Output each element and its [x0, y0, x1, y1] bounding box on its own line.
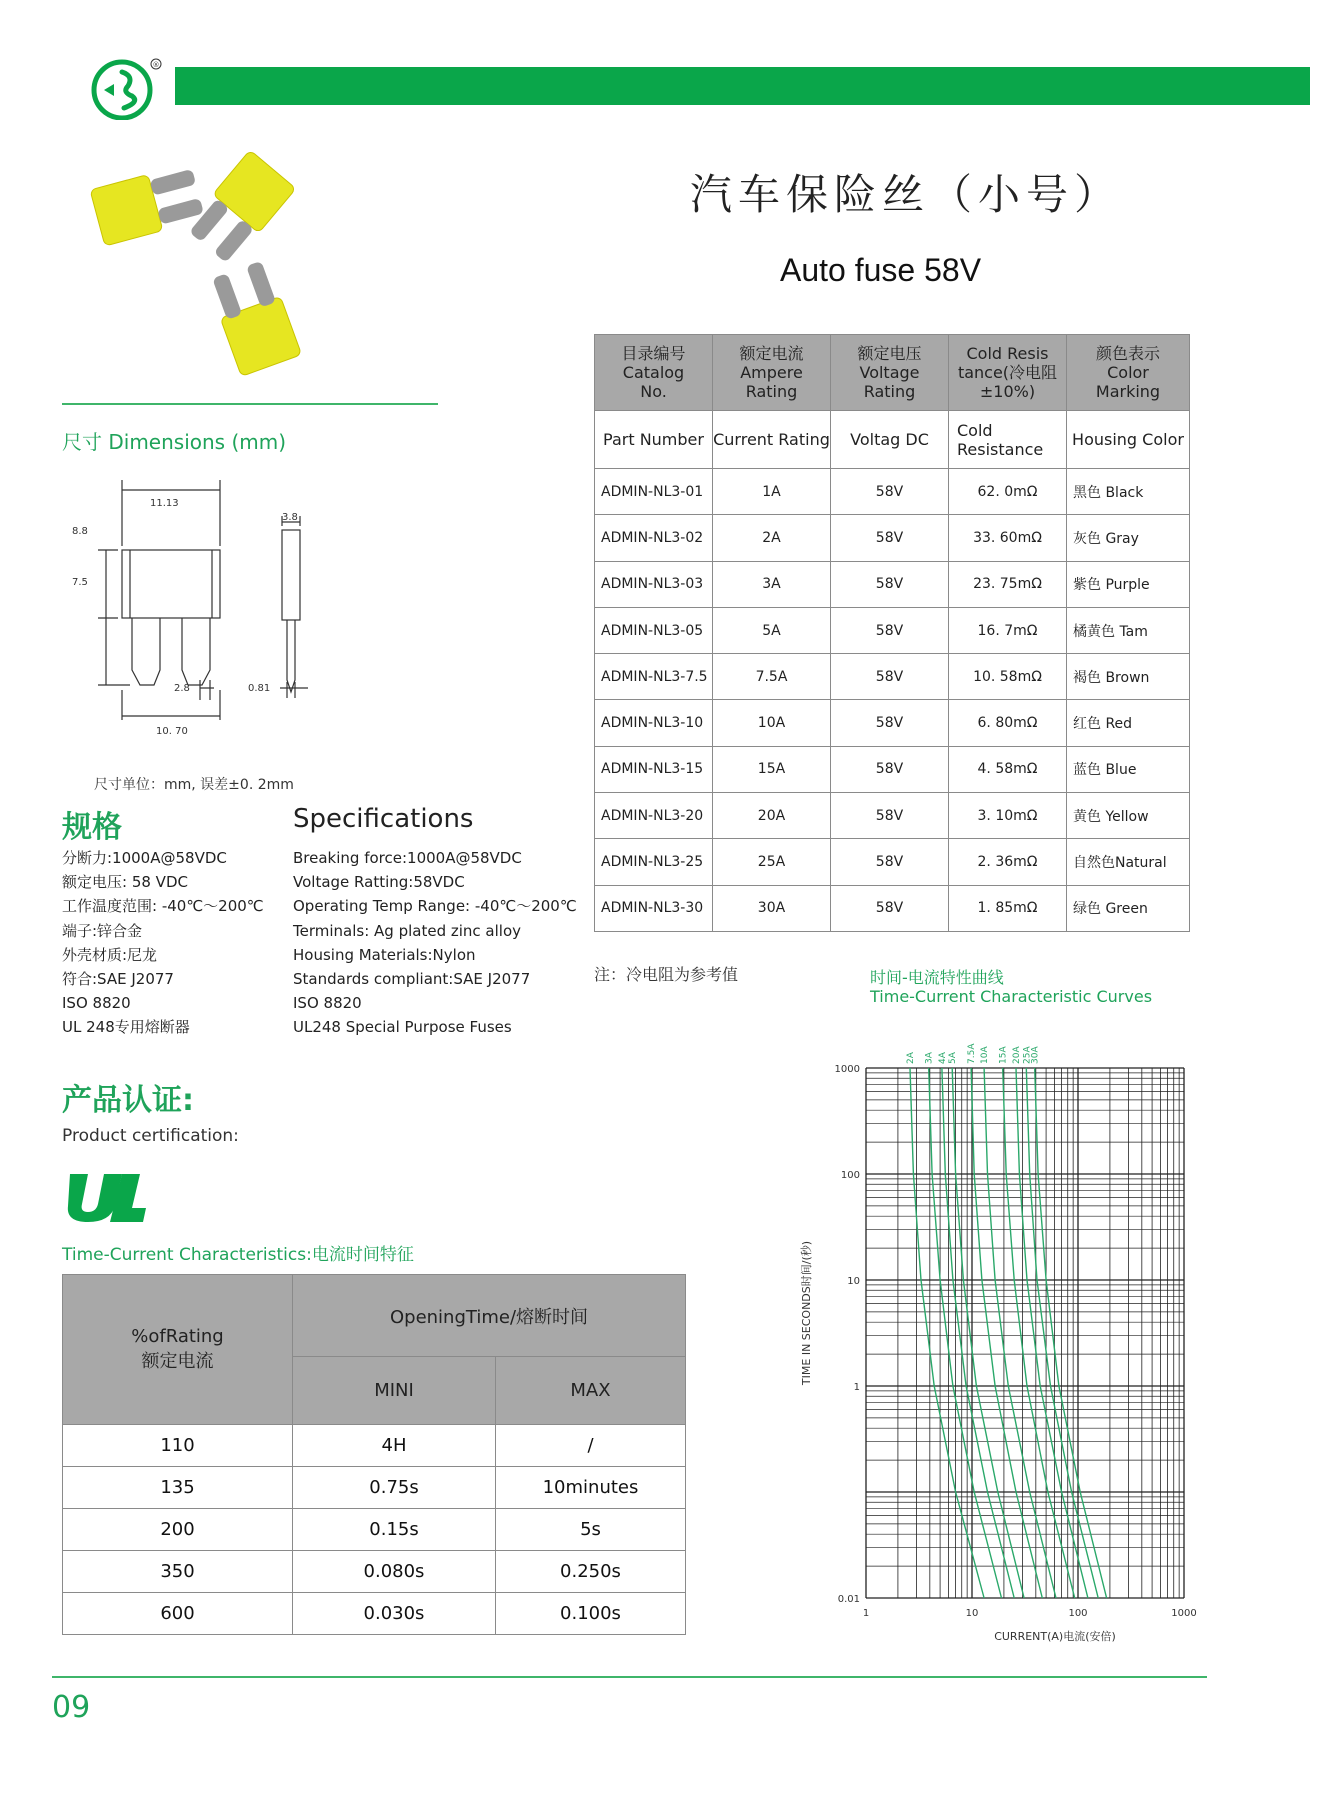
spec-item: 额定电压: 58 VDC: [62, 873, 188, 892]
curve-chart-title: 时间-电流特性曲线 Time-Current Characteristic Curves: [870, 968, 1153, 1006]
series-curve: [971, 1068, 1042, 1598]
color-cell: 紫色 Purple: [1067, 561, 1190, 607]
x-tick-label: 1000: [1171, 1608, 1197, 1619]
color-cell: 黄色 Yellow: [1067, 793, 1190, 839]
cold-resistance-note: 注：冷电阻为参考值: [594, 965, 739, 984]
current-cell: 10A: [713, 700, 831, 746]
time-current-curve-chart: [790, 1010, 1210, 1650]
dim-thickness: 3.8: [282, 512, 298, 523]
voltage-cell: 58V: [831, 469, 949, 515]
current-cell: 15A: [713, 746, 831, 792]
x-tick-label: 10: [965, 1608, 979, 1619]
part-cell: ADMIN-NL3-02: [595, 515, 713, 561]
rating-cell: 350: [63, 1551, 293, 1593]
time-current-title: Time-Current Characteristics:电流时间特征: [62, 1245, 414, 1265]
part-cell: ADMIN-NL3-05: [595, 607, 713, 653]
table-row: [595, 654, 1190, 700]
registered-mark: ®: [152, 61, 160, 69]
part-cell: ADMIN-NL3-10: [595, 700, 713, 746]
part-cell: ADMIN-NL3-30: [595, 885, 713, 931]
table-row: [595, 700, 1190, 746]
current-rating-header: Current Rating: [713, 411, 831, 469]
voltage-cell: 58V: [831, 654, 949, 700]
header-bar: [175, 67, 1310, 105]
divider: [62, 403, 438, 405]
max-cell: 0.250s: [496, 1551, 686, 1593]
dim-blade-thickness: 0.81: [248, 683, 271, 694]
mini-cell: 0.15s: [293, 1509, 496, 1551]
resistance-header: Cold Resis tance(冷电阻 ±10%): [949, 335, 1067, 411]
voltage-cell: 58V: [831, 515, 949, 561]
color-cell: 自然色Natural: [1067, 839, 1190, 885]
certification-title-cn: 产品认证:: [62, 1083, 194, 1118]
table-row: [595, 885, 1190, 931]
certification-title-en: Product certification:: [62, 1126, 239, 1146]
x-axis-label: CURRENT(A)电流(安倍): [994, 1630, 1116, 1643]
y-tick-label: 100: [840, 1170, 860, 1181]
voltage-cell: 58V: [831, 839, 949, 885]
x-tick-label: 1: [862, 1608, 870, 1619]
series-curve: [1003, 1068, 1075, 1598]
dim-width-top: 11.13: [150, 498, 179, 509]
table-row: [63, 1509, 686, 1551]
part-cell: ADMIN-NL3-01: [595, 469, 713, 515]
y-tick-label: 1: [853, 1382, 860, 1393]
brand-logo: [88, 56, 166, 120]
spec-item: Terminals: Ag plated zinc alloy: [293, 921, 522, 940]
spec-item: Operating Temp Range: -40℃～200℃: [293, 897, 577, 916]
color-cell: 橘黄色 Tam: [1067, 607, 1190, 653]
spec-item: Housing Materials:Nylon: [293, 945, 476, 964]
dim-height-upper: 8.8: [72, 526, 88, 537]
max-cell: /: [496, 1425, 686, 1467]
current-cell: 3A: [713, 561, 831, 607]
part-cell: ADMIN-NL3-20: [595, 793, 713, 839]
catalog-header: 目录编号 Catalog No.: [595, 335, 713, 411]
fuse-product-image: [80, 140, 380, 390]
voltage-cell: 58V: [831, 700, 949, 746]
specs-title-en: Specifications: [293, 804, 474, 834]
color-cell: 灰色 Gray: [1067, 515, 1190, 561]
max-header: MAX: [496, 1357, 686, 1425]
color-cell: 绿色 Green: [1067, 885, 1190, 931]
rating-cell: 135: [63, 1467, 293, 1509]
spec-item: 分断力:1000A@58VDC: [62, 849, 227, 867]
resistance-cell: 62. 0mΩ: [949, 469, 1067, 515]
spec-item: ISO 8820: [62, 994, 131, 1013]
rating-header: %ofRating 额定电流: [63, 1275, 293, 1425]
specs-title-cn: 规格: [62, 810, 122, 845]
resistance-cell: 16. 7mΩ: [949, 607, 1067, 653]
series-label: 30A: [1030, 1046, 1041, 1064]
specs-list-cn: [62, 846, 264, 1040]
series-label: 20A: [1012, 1046, 1022, 1064]
footer-divider: [52, 1676, 1207, 1678]
resistance-cell: 4. 58mΩ: [949, 746, 1067, 792]
series-label: 3A: [924, 1052, 935, 1064]
time-current-table: [62, 1274, 686, 1635]
specs-list-en: [293, 846, 577, 1040]
mini-cell: 0.030s: [293, 1593, 496, 1635]
part-cell: ADMIN-NL3-7.5: [595, 654, 713, 700]
series-label: 5A: [948, 1052, 959, 1064]
opening-time-header: OpeningTime/熔断时间: [293, 1275, 686, 1357]
current-cell: 5A: [713, 607, 831, 653]
color-header: 颜色表示 Color Marking: [1067, 335, 1190, 411]
part-cell: ADMIN-NL3-03: [595, 561, 713, 607]
dimensions-note: 尺寸单位：mm, 误差±0. 2mm: [94, 777, 294, 793]
mini-cell: 4H: [293, 1425, 496, 1467]
resistance-cell: 33. 60mΩ: [949, 515, 1067, 561]
table-row: [595, 469, 1190, 515]
part-cell: ADMIN-NL3-15: [595, 746, 713, 792]
table-row: [595, 515, 1190, 561]
resistance-cell: 10. 58mΩ: [949, 654, 1067, 700]
page-number: 09: [52, 1690, 91, 1725]
current-cell: 25A: [713, 839, 831, 885]
table-row: [595, 561, 1190, 607]
spec-item: Voltage Ratting:58VDC: [293, 873, 465, 892]
color-cell: 红色 Red: [1067, 700, 1190, 746]
resistance-cell: 3. 10mΩ: [949, 793, 1067, 839]
table-row: [63, 1425, 686, 1467]
series-label: 25A: [1022, 1046, 1033, 1064]
spec-item: Breaking force:1000A@58VDC: [293, 849, 522, 867]
voltage-cell: 58V: [831, 607, 949, 653]
voltage-cell: 58V: [831, 561, 949, 607]
current-cell: 7.5A: [713, 654, 831, 700]
series-label: 2A: [906, 1052, 916, 1064]
y-tick-label: 10: [847, 1276, 860, 1287]
y-tick-label: 0.01: [837, 1594, 860, 1605]
max-cell: 5s: [496, 1509, 686, 1551]
y-tick-label: 1000: [834, 1064, 860, 1075]
part-cell: ADMIN-NL3-25: [595, 839, 713, 885]
y-axis-label: TIME IN SECONDS时间/(秒): [800, 1240, 813, 1386]
mini-cell: 0.080s: [293, 1551, 496, 1593]
page-title-cn: 汽车保险丝（小号）: [690, 170, 1123, 219]
cold-resistance-header: Cold Resistance: [949, 411, 1067, 469]
spec-item: Standards compliant:SAE J2077: [293, 970, 531, 989]
spec-item: 工作温度范围: -40℃～200℃: [62, 897, 264, 916]
color-cell: 蓝色 Blue: [1067, 746, 1190, 792]
series-label: 15A: [998, 1046, 1009, 1064]
dimension-drawing: [70, 470, 350, 760]
color-cell: 黑色 Black: [1067, 469, 1190, 515]
table-row: [63, 1467, 686, 1509]
series-curve: [942, 1068, 1014, 1598]
resistance-cell: 6. 80mΩ: [949, 700, 1067, 746]
voltage-cell: 58V: [831, 746, 949, 792]
spec-item: 外壳材质:尼龙: [62, 945, 158, 964]
dimensions-title: 尺寸 Dimensions (mm): [62, 430, 287, 454]
resistance-cell: 2. 36mΩ: [949, 839, 1067, 885]
voltage-cell: 58V: [831, 793, 949, 839]
series-label: 7.5A: [967, 1043, 978, 1064]
dim-height-lower: 7.5: [72, 577, 88, 588]
resistance-cell: 1. 85mΩ: [949, 885, 1067, 931]
table-row: [63, 1593, 686, 1635]
current-cell: 1A: [713, 469, 831, 515]
series-curve: [1035, 1068, 1107, 1598]
series-label: 10A: [980, 1046, 991, 1064]
page-title-en: Auto fuse 58V: [780, 252, 982, 288]
table-row: [595, 607, 1190, 653]
current-cell: 20A: [713, 793, 831, 839]
voltag-dc-header: Voltag DC: [831, 411, 949, 469]
part-number-header: Part Number: [595, 411, 713, 469]
ul-certification-logo: [66, 1168, 148, 1224]
housing-color-header: Housing Color: [1067, 411, 1190, 469]
rating-cell: 600: [63, 1593, 293, 1635]
max-cell: 10minutes: [496, 1467, 686, 1509]
rating-cell: 110: [63, 1425, 293, 1467]
series-curve: [929, 1068, 1002, 1598]
resistance-cell: 23. 75mΩ: [949, 561, 1067, 607]
dim-blade-width: 2.8: [174, 683, 190, 694]
mini-header: MINI: [293, 1357, 496, 1425]
spec-item: UL 248专用熔断器: [62, 1018, 190, 1037]
spec-item: 端子:锌合金: [62, 921, 143, 940]
table-row: [595, 793, 1190, 839]
ampere-header: 额定电流 Ampere Rating: [713, 335, 831, 411]
spec-item: UL248 Special Purpose Fuses: [293, 1018, 512, 1037]
current-cell: 30A: [713, 885, 831, 931]
table-row: [595, 839, 1190, 885]
spec-item: ISO 8820: [293, 994, 362, 1013]
catalog-table: [594, 334, 1190, 932]
table-row: [595, 746, 1190, 792]
rating-cell: 200: [63, 1509, 293, 1551]
voltage-header: 额定电压 Voltage Rating: [831, 335, 949, 411]
mini-cell: 0.75s: [293, 1467, 496, 1509]
voltage-cell: 58V: [831, 885, 949, 931]
table-row: [63, 1551, 686, 1593]
series-label: 4A: [937, 1052, 948, 1064]
spec-item: 符合:SAE J2077: [62, 970, 174, 989]
current-cell: 2A: [713, 515, 831, 561]
max-cell: 0.100s: [496, 1593, 686, 1635]
x-tick-label: 100: [1068, 1608, 1088, 1619]
color-cell: 褐色 Brown: [1067, 654, 1190, 700]
dim-width-bottom: 10. 70: [156, 726, 188, 737]
